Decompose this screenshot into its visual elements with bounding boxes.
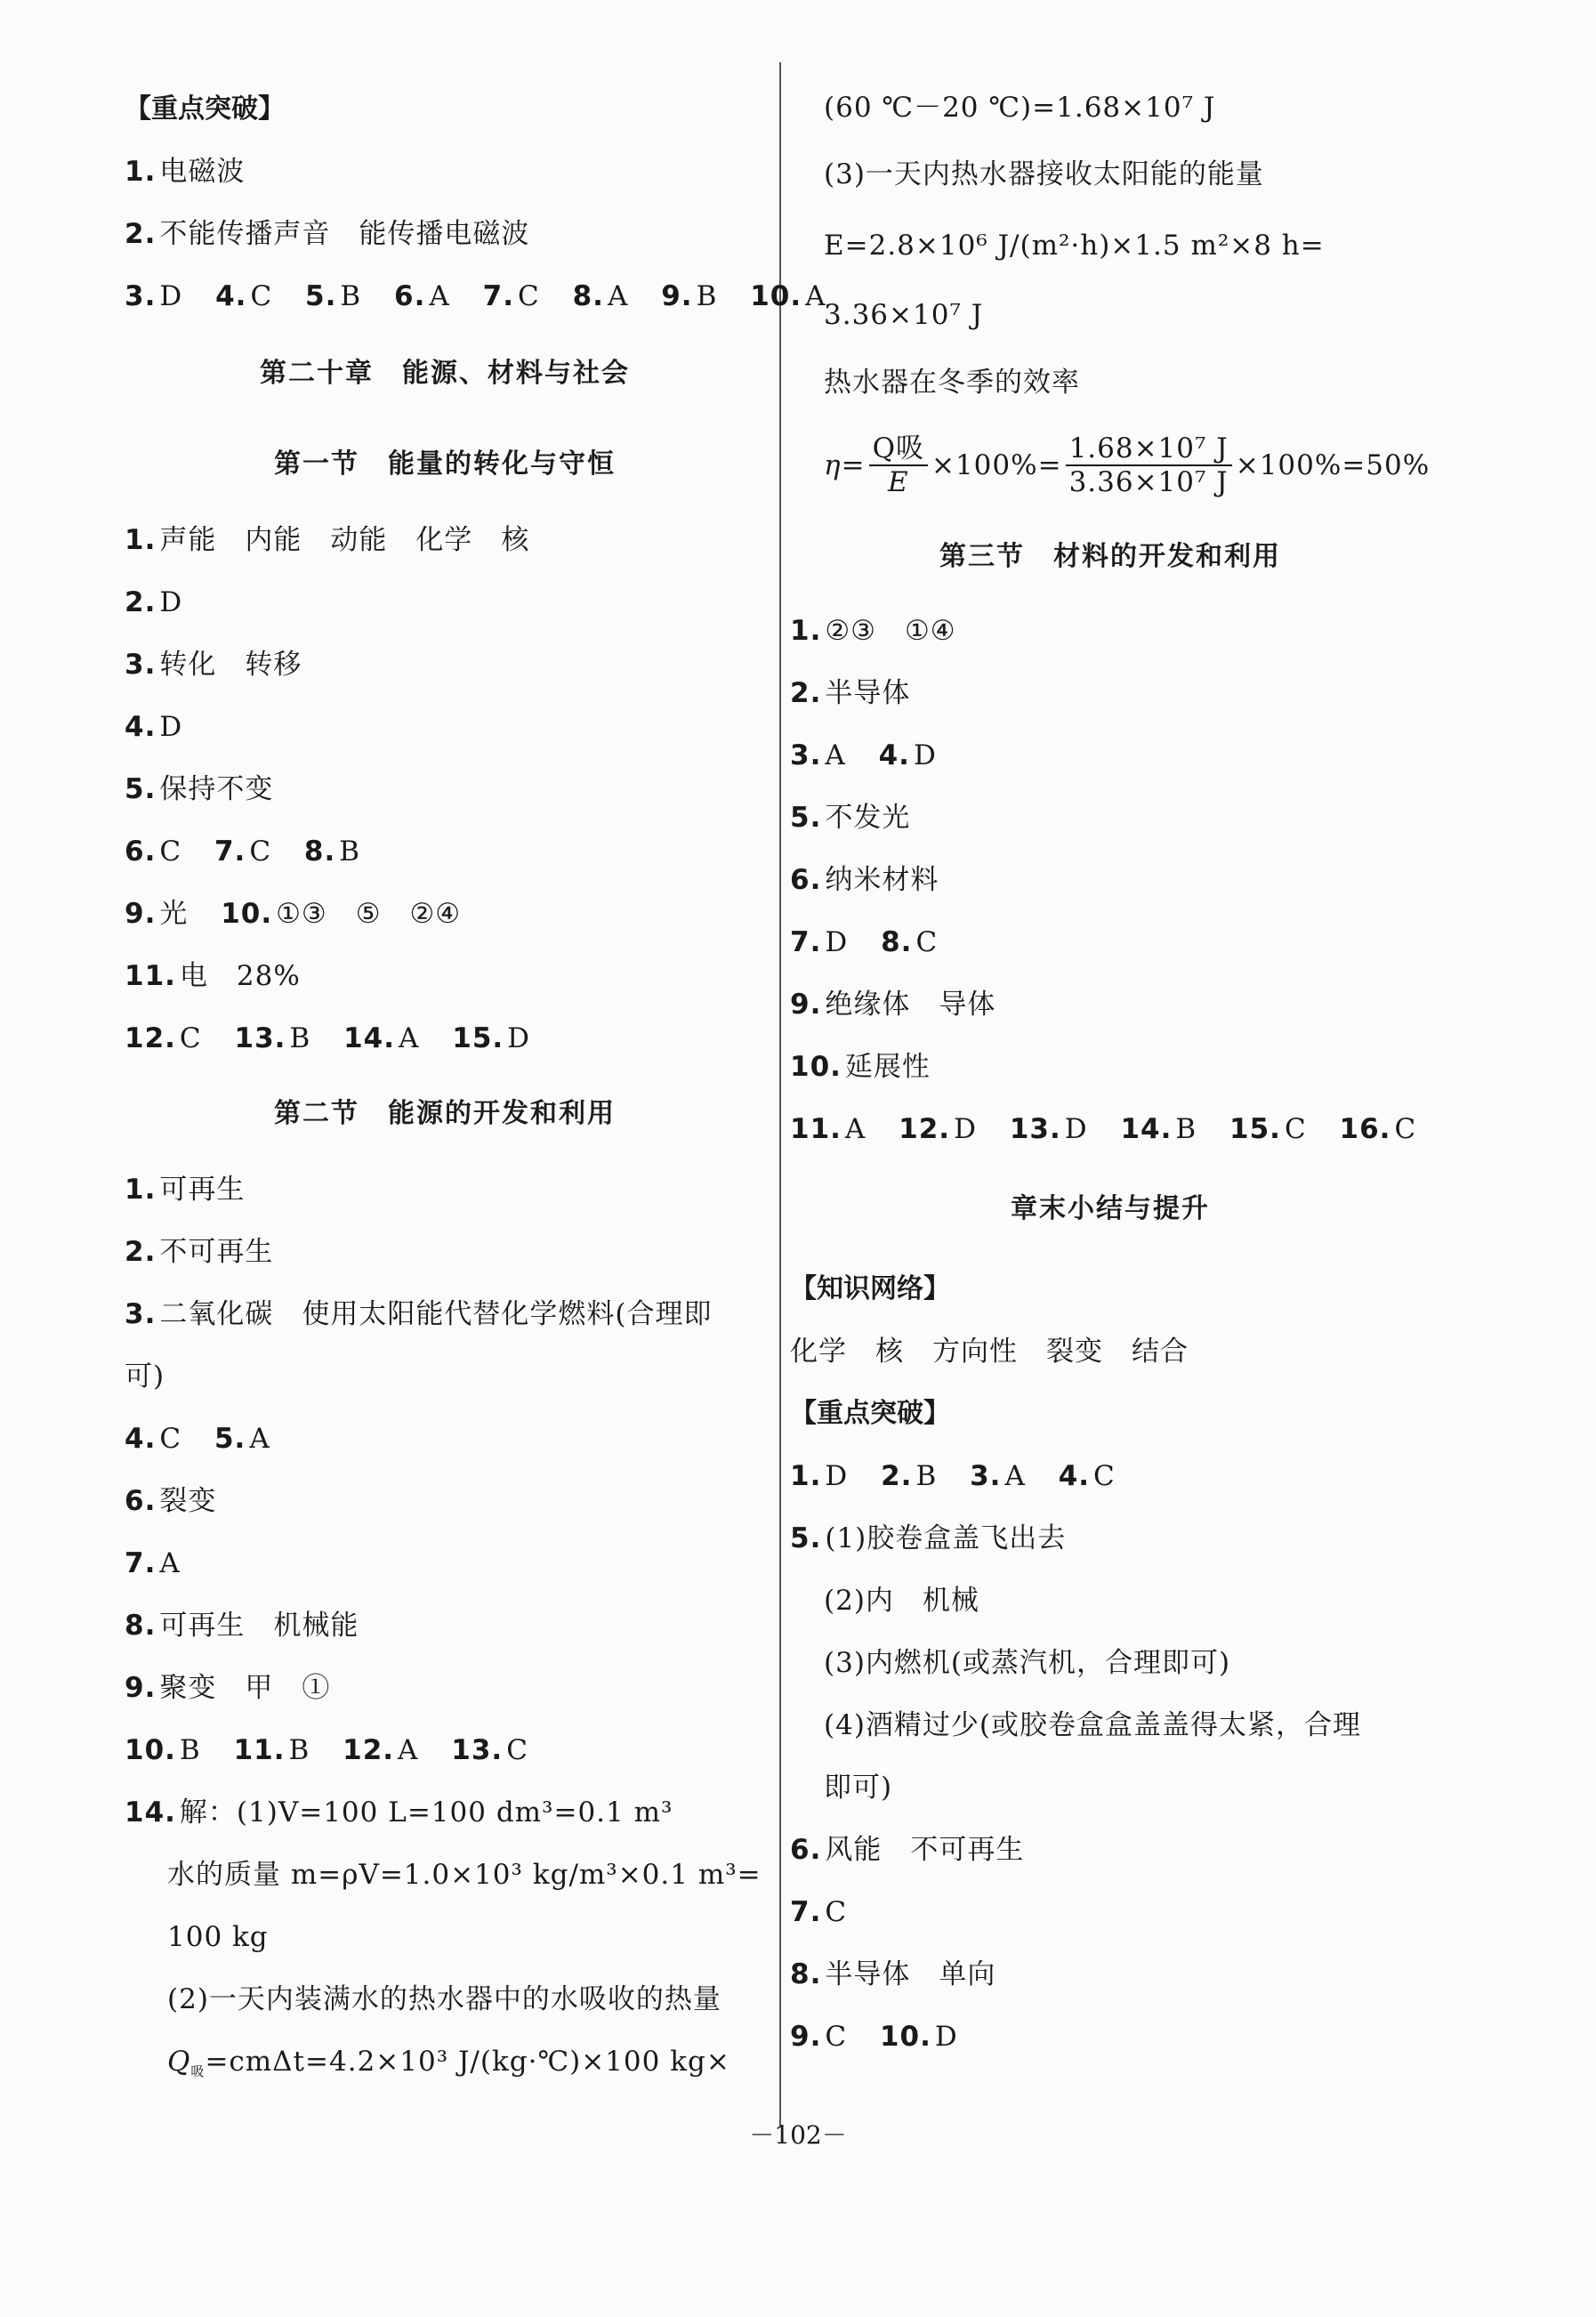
answer-line: 1. ②③ ①④: [790, 615, 956, 647]
answer-line: 9. 聚变 甲 ①: [125, 1672, 331, 1704]
answer-line: 1. 声能 内能 动能 化学 核: [125, 524, 530, 556]
focus-header-right: 【重点突破】: [790, 1398, 950, 1429]
solution-line: 100 kg: [167, 1921, 269, 1953]
answer-line-mc: 3. A 4. D: [790, 739, 937, 771]
answer-line: 11. 电 28%: [125, 960, 301, 992]
answer-line: 9. 光 10. ①③ ⑤ ②④: [125, 898, 462, 930]
answer-line: 2. 不能传播声音 能传播电磁波: [125, 218, 530, 250]
answer-line: 9. 绝缘体 导体: [790, 989, 996, 1021]
column-divider: [779, 62, 781, 2127]
solution-line: (3)一天内热水器接收太阳能的能量: [824, 158, 1264, 190]
page-number: －102－: [749, 2120, 847, 2150]
answer-line: 4. D: [125, 711, 183, 743]
answer-line-mc: 11. A 12. D 13. D 14. B 15. C 16. C: [790, 1113, 1417, 1145]
answer-line: 8. 半导体 单向: [790, 1958, 996, 1990]
answer-line-cont: (3)内燃机(或蒸汽机，合理即可): [824, 1647, 1231, 1679]
answer-line: 10. 延展性: [790, 1051, 931, 1083]
answer-line: 8. 可再生 机械能: [125, 1610, 359, 1642]
answer-line-mc: 7. D 8. C: [790, 926, 939, 958]
solution-line: (2)一天内装满水的热水器中的水吸收的热量: [167, 1983, 721, 2015]
answer-line-cont: (4)酒精过少(或胶卷盒盒盖盖得太紧，合理: [824, 1709, 1362, 1741]
answer-line: 2. 半导体: [790, 677, 911, 709]
answer-line-cont: (2)内 机械: [824, 1585, 979, 1617]
answer-line: 3. 转化 转移: [125, 649, 302, 681]
answer-line: 6. 纳米材料: [790, 864, 939, 896]
solution-line: 水的质量 m=ρV=1.0×10³ kg/m³×0.1 m³=: [167, 1859, 762, 1891]
answer-line-mc: 4. C 5. A: [125, 1423, 270, 1455]
answer-line-mc: 3. D 4. C 5. B 6. A 7. C 8. A 9. B 10. A: [125, 280, 826, 312]
answer-line-mc: 1. D 2. B 3. A 4. C: [790, 1460, 1116, 1492]
answer-line: 7. A: [125, 1547, 181, 1579]
right-column: [790, 77, 1431, 2068]
chapter-title: 第二十章 能源、材料与社会: [260, 358, 630, 389]
answer-line: 2. 不可再生: [125, 1236, 274, 1268]
answer-line: 7. C: [790, 1896, 848, 1928]
answer-line: 6. 风能 不可再生: [790, 1834, 1025, 1866]
answer-line: 5. 不发光: [790, 802, 911, 834]
efficiency-formula: η= $\frac{\text{Q吸}}{E}$ ×100%= $\frac{\text{1.68×10⁷ J}}{\text{3.36×10⁷ J}}$ ×100%=50%: [824, 432, 1431, 498]
solution-line: (60 ℃－20 ℃)=1.68×10⁷ J: [824, 92, 1216, 124]
section-title: 第一节 能量的转化与守恒: [274, 448, 616, 480]
answer-line-mc: 10. B 11. B 12. A 13. C: [125, 1734, 528, 1766]
answer-line: 1. 可再生: [125, 1174, 246, 1206]
fraction: $\frac{\text{Q吸}}{E}$: [869, 432, 928, 498]
solution-line: 热水器在冬季的效率: [824, 367, 1080, 399]
answer-line-mc: 6. C 7. C 8. B: [125, 836, 361, 868]
section-title: 第三节 材料的开发和利用: [939, 541, 1281, 572]
solution-line: E=2.8×10⁶ J/(m²·h)×1.5 m²×8 h=: [824, 230, 1325, 262]
solution-line: 14. 解：(1)V=100 L=100 dm³=0.1 m³: [125, 1796, 673, 1829]
solution-line: $Q_吸=cm\Delta t=4.2\times 10^3$ J/(kg·℃)×100 kg×: [167, 2046, 730, 2079]
solution-line: 3.36×10⁷ J: [824, 299, 984, 331]
answer-line: 2. D: [125, 586, 183, 618]
answer-line: 6. 裂变: [125, 1485, 217, 1517]
answer-line: 3. 二氧化碳 使用太阳能代替化学燃料(合理即: [125, 1298, 713, 1330]
answer-line-cont: 可): [125, 1360, 165, 1393]
knowledge-text: 化学 核 方向性 裂变 结合: [790, 1336, 1189, 1368]
section-title: 第二节 能源的开发和利用: [274, 1098, 616, 1129]
answer-line-mc: 9. C 10. D: [790, 2021, 958, 2053]
knowledge-header: 【知识网络】: [790, 1273, 950, 1304]
answer-line: 5. 保持不变: [125, 773, 274, 805]
answer-line-cont: 即可): [824, 1772, 893, 1804]
left-column: [125, 78, 826, 2103]
fraction: $\frac{\text{1.68×10⁷ J}}{\text{3.36×10⁷ J}}$: [1066, 432, 1232, 498]
answer-line: 1. 电磁波: [125, 156, 246, 188]
answer-line-mc: 12. C 13. B 14. A 15. D: [125, 1022, 531, 1054]
answer-line: 5. (1)胶卷盒盖飞出去: [790, 1522, 1067, 1554]
section-title: 章末小结与提升: [1011, 1193, 1210, 1224]
focus-header-left: 【重点突破】: [125, 93, 285, 125]
